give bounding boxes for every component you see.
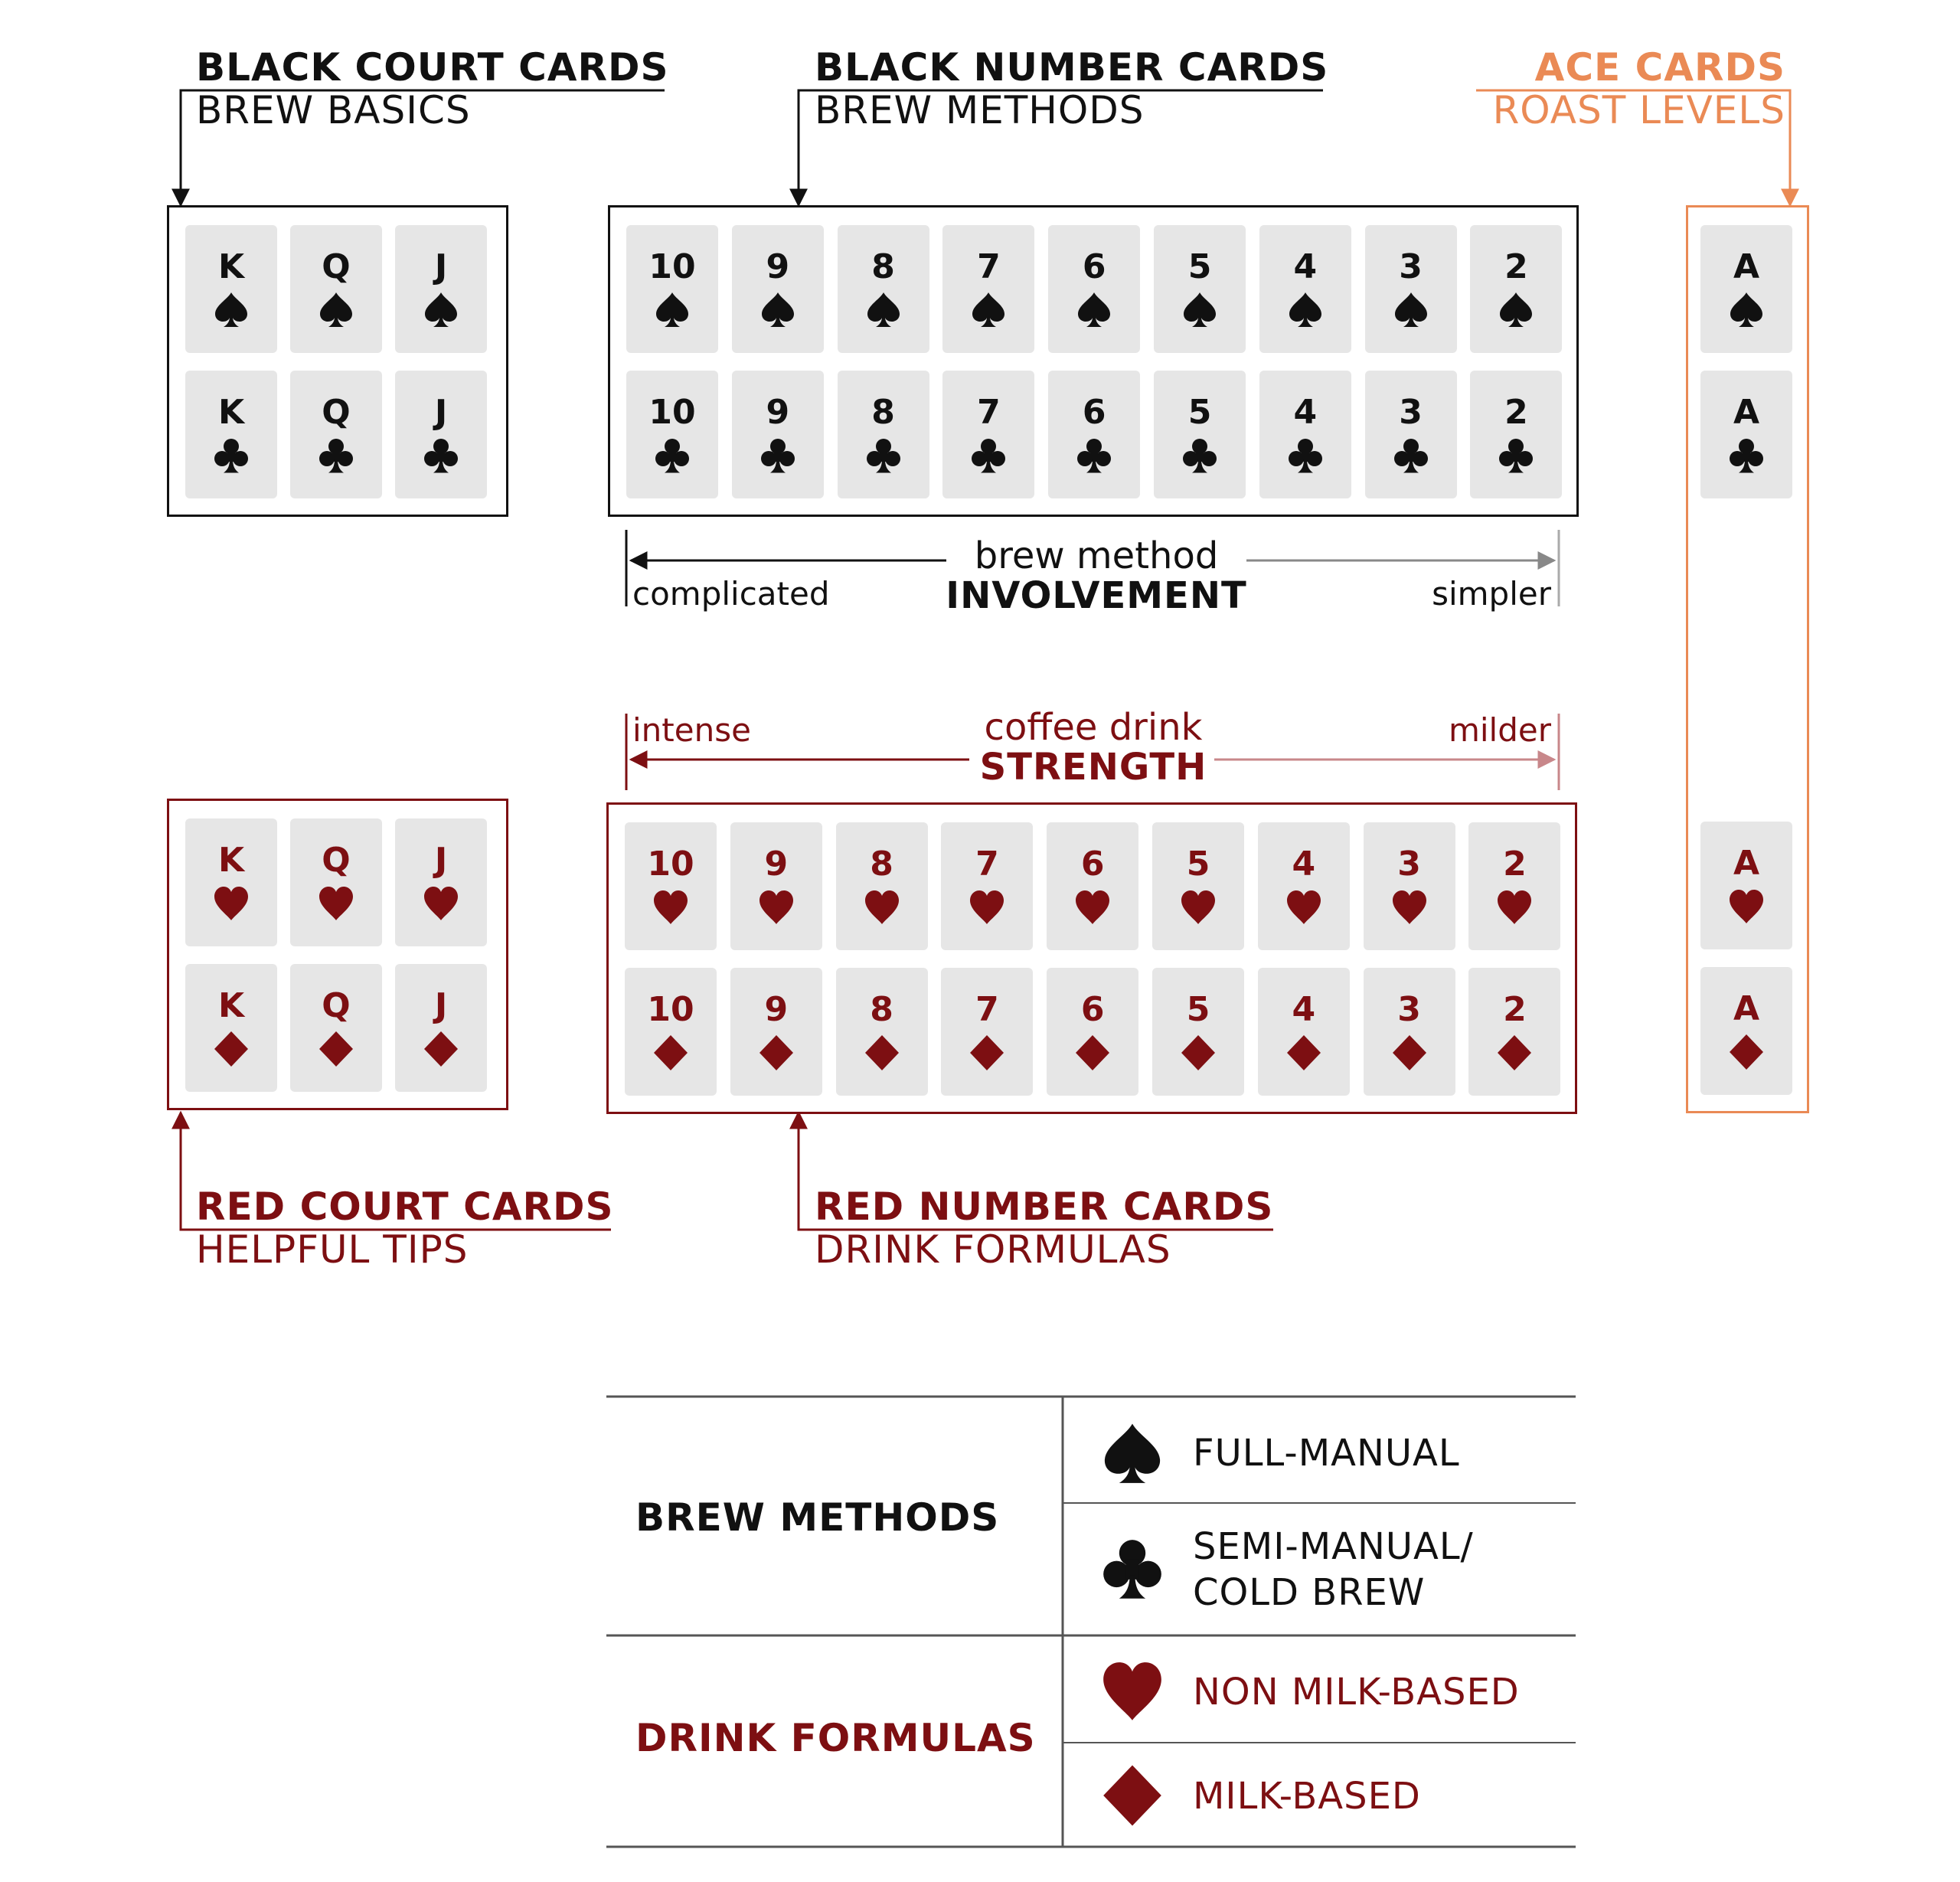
red-number-subtitle: DRINK FORMULAS xyxy=(815,1227,1171,1272)
legend-club-icon xyxy=(1099,1536,1165,1602)
club-icon xyxy=(317,436,355,475)
spade-icon xyxy=(422,291,460,329)
card-rank: 10 xyxy=(648,247,696,286)
card-rank: 2 xyxy=(1503,845,1527,884)
card-rank: 7 xyxy=(977,247,1001,286)
involvement-title-line1: brew method xyxy=(974,534,1219,577)
card-rank: 8 xyxy=(871,393,895,432)
diamond-icon xyxy=(652,1034,690,1072)
legend-club-label xyxy=(1193,1524,1474,1616)
card-rank: K xyxy=(217,247,245,286)
spade-icon xyxy=(653,291,691,329)
card-rank: 9 xyxy=(766,247,790,286)
spade-icon xyxy=(969,291,1008,329)
card-7-spade xyxy=(942,225,1034,353)
card-4-club xyxy=(1259,371,1351,498)
card-9-spade xyxy=(732,225,824,353)
diamond-icon xyxy=(1390,1034,1429,1072)
card-7-diamond xyxy=(941,968,1033,1096)
card-rank: 9 xyxy=(766,393,790,432)
heart-icon xyxy=(212,884,250,923)
card-q-club xyxy=(290,371,382,498)
black-court-box xyxy=(167,205,508,517)
card-5-spade xyxy=(1154,225,1246,353)
diamond-icon xyxy=(212,1030,250,1068)
black-number-subtitle: BREW METHODS xyxy=(815,88,1145,132)
black-court-subtitle: BREW BASICS xyxy=(196,88,471,132)
heart-icon xyxy=(422,884,460,923)
legend-heart-icon xyxy=(1099,1658,1165,1724)
card-9-club xyxy=(732,371,824,498)
diamond-icon xyxy=(422,1030,460,1068)
card-rank: K xyxy=(217,393,245,432)
card-rank: Q xyxy=(322,841,351,880)
club-icon xyxy=(969,436,1008,475)
card-6-diamond xyxy=(1047,968,1138,1096)
diamond-icon xyxy=(757,1034,795,1072)
red-number-caption xyxy=(815,1185,1273,1271)
card-3-spade xyxy=(1365,225,1457,353)
legend-diamond-icon xyxy=(1099,1763,1165,1828)
club-icon xyxy=(864,436,903,475)
involvement-title-line2-text: INVOLVEMENT xyxy=(946,574,1247,617)
card-rank: 4 xyxy=(1293,393,1318,432)
card-k-heart xyxy=(185,818,277,946)
diamond-icon xyxy=(1727,1033,1766,1071)
club-icon xyxy=(422,436,460,475)
card-rank: 7 xyxy=(977,393,1001,432)
heart-icon xyxy=(1727,887,1766,926)
card-rank: J xyxy=(434,247,448,286)
card-rank: 9 xyxy=(764,990,789,1029)
heart-icon xyxy=(1390,888,1429,926)
card-4-diamond xyxy=(1258,968,1350,1096)
diamond-icon xyxy=(1495,1034,1534,1072)
heart-icon xyxy=(1073,888,1112,926)
card-rank: A xyxy=(1733,844,1760,883)
spade-icon xyxy=(1392,291,1430,329)
diamond-icon xyxy=(863,1034,901,1072)
card-4-heart xyxy=(1258,822,1350,950)
card-rank: 3 xyxy=(1397,990,1421,1029)
card-10-heart xyxy=(625,822,717,950)
card-2-diamond xyxy=(1468,968,1560,1096)
club-icon xyxy=(1392,436,1430,475)
card-rank: 7 xyxy=(975,845,999,884)
card-rank: J xyxy=(434,393,448,432)
legend-spade-icon xyxy=(1099,1421,1165,1487)
card-a-spade xyxy=(1700,225,1792,353)
card-rank: J xyxy=(434,986,448,1025)
legend-club-label-line2: COLD BREW xyxy=(1193,1571,1426,1614)
card-rank: 3 xyxy=(1397,845,1421,884)
diamond-icon xyxy=(1285,1034,1323,1072)
card-8-heart xyxy=(836,822,928,950)
strength-title-line1: coffee drink xyxy=(984,706,1203,749)
club-icon xyxy=(759,436,797,475)
card-rank: 3 xyxy=(1399,393,1423,432)
legend-spade-label: FULL-MANUAL xyxy=(1193,1432,1460,1475)
heart-icon xyxy=(863,888,901,926)
heart-icon xyxy=(317,884,355,923)
ace-box xyxy=(1686,205,1809,1113)
card-rank: 5 xyxy=(1187,247,1212,286)
card-4-spade xyxy=(1259,225,1351,353)
card-10-club xyxy=(626,371,718,498)
card-rank: 2 xyxy=(1503,990,1527,1029)
card-3-heart xyxy=(1364,822,1455,950)
spade-icon xyxy=(864,291,903,329)
red-number-box xyxy=(606,802,1577,1114)
red-court-caption xyxy=(196,1185,614,1271)
card-rank: 2 xyxy=(1504,247,1528,286)
card-6-club xyxy=(1048,371,1140,498)
card-5-heart xyxy=(1152,822,1244,950)
card-rank: Q xyxy=(322,393,351,432)
card-rank: 2 xyxy=(1504,393,1528,432)
red-number-title: RED NUMBER CARDS xyxy=(815,1184,1274,1229)
card-a-club xyxy=(1700,371,1792,498)
card-rank: 7 xyxy=(975,990,999,1029)
club-icon xyxy=(653,436,691,475)
card-9-diamond xyxy=(730,968,822,1096)
strength-title-line2 xyxy=(939,747,1248,787)
card-rank: 6 xyxy=(1082,393,1106,432)
card-j-heart xyxy=(395,818,487,946)
spade-icon xyxy=(1075,291,1113,329)
card-rank: Q xyxy=(322,247,351,286)
strength-title-line2-text: STRENGTH xyxy=(979,746,1207,789)
card-9-heart xyxy=(730,822,822,950)
card-8-diamond xyxy=(836,968,928,1096)
strength-left-label: intense xyxy=(632,711,751,749)
card-j-spade xyxy=(395,225,487,353)
ace-subtitle: ROAST LEVELS xyxy=(1492,88,1785,132)
heart-icon xyxy=(1179,888,1217,926)
card-rank: 10 xyxy=(647,845,694,884)
club-icon xyxy=(1286,436,1325,475)
card-rank: 8 xyxy=(870,845,893,884)
card-5-diamond xyxy=(1152,968,1244,1096)
legend-diamond-label: MILK-BASED xyxy=(1193,1775,1421,1818)
card-rank: 6 xyxy=(1080,990,1105,1029)
card-10-diamond xyxy=(625,968,717,1096)
heart-icon xyxy=(968,888,1006,926)
card-3-diamond xyxy=(1364,968,1455,1096)
card-rank: 10 xyxy=(648,393,696,432)
red-court-box xyxy=(167,799,508,1110)
heart-icon xyxy=(1495,888,1534,926)
card-k-spade xyxy=(185,225,277,353)
card-rank: 9 xyxy=(764,845,789,884)
card-7-heart xyxy=(941,822,1033,950)
card-2-spade xyxy=(1470,225,1562,353)
card-rank: Q xyxy=(322,986,351,1025)
club-icon xyxy=(1727,436,1766,475)
spade-icon xyxy=(1286,291,1325,329)
card-rank: 4 xyxy=(1292,845,1316,884)
spade-icon xyxy=(1497,291,1535,329)
card-k-diamond xyxy=(185,964,277,1092)
spade-icon xyxy=(759,291,797,329)
black-number-title: BLACK NUMBER CARDS xyxy=(815,45,1329,90)
involvement-right-label: simpler xyxy=(1432,575,1551,613)
involvement-left-label: complicated xyxy=(632,575,830,613)
card-k-club xyxy=(185,371,277,498)
spade-icon xyxy=(1181,291,1219,329)
card-a-diamond xyxy=(1700,967,1792,1095)
card-rank: 5 xyxy=(1187,393,1212,432)
card-j-diamond xyxy=(395,964,487,1092)
involvement-title-line2 xyxy=(942,576,1251,616)
ace-caption xyxy=(1493,46,1785,132)
legend-heart-label: NON MILK-BASED xyxy=(1193,1671,1520,1714)
card-rank: A xyxy=(1733,989,1760,1028)
card-rank: 8 xyxy=(871,247,895,286)
heart-icon xyxy=(1285,888,1323,926)
diamond-icon xyxy=(1179,1034,1217,1072)
card-rank: 8 xyxy=(870,990,893,1029)
card-rank: A xyxy=(1733,247,1760,286)
black-court-caption xyxy=(196,46,669,132)
card-8-spade xyxy=(838,225,929,353)
club-icon xyxy=(1075,436,1113,475)
club-icon xyxy=(1181,436,1219,475)
card-8-club xyxy=(838,371,929,498)
spade-icon xyxy=(212,291,250,329)
card-rank: 5 xyxy=(1186,990,1210,1029)
legend-club-label-line1: SEMI-MANUAL/ xyxy=(1193,1525,1474,1568)
card-j-club xyxy=(395,371,487,498)
involvement-title xyxy=(942,536,1251,616)
card-6-spade xyxy=(1048,225,1140,353)
legend-brew-methods-heading: BREW METHODS xyxy=(635,1495,1000,1540)
card-2-heart xyxy=(1468,822,1560,950)
black-number-box xyxy=(608,205,1579,517)
card-a-heart xyxy=(1700,822,1792,949)
legend-drink-formulas-heading: DRINK FORMULAS xyxy=(635,1716,1036,1760)
heart-icon xyxy=(652,888,690,926)
strength-title xyxy=(939,707,1248,787)
card-rank: 4 xyxy=(1292,990,1316,1029)
card-rank: 10 xyxy=(647,990,694,1029)
diamond-icon xyxy=(968,1034,1006,1072)
strength-right-label: milder xyxy=(1448,711,1551,749)
card-q-diamond xyxy=(290,964,382,1092)
card-rank: A xyxy=(1733,393,1760,432)
card-rank: 6 xyxy=(1082,247,1106,286)
card-rank: K xyxy=(217,986,245,1025)
spade-icon xyxy=(317,291,355,329)
black-court-title: BLACK COURT CARDS xyxy=(196,45,669,90)
card-6-heart xyxy=(1047,822,1138,950)
card-3-club xyxy=(1365,371,1457,498)
club-icon xyxy=(212,436,250,475)
card-2-club xyxy=(1470,371,1562,498)
card-rank: 4 xyxy=(1293,247,1318,286)
club-icon xyxy=(1497,436,1535,475)
red-court-subtitle: HELPFUL TIPS xyxy=(196,1227,469,1272)
black-number-caption xyxy=(815,46,1328,132)
card-10-spade xyxy=(626,225,718,353)
card-rank: K xyxy=(217,841,245,880)
card-rank: 6 xyxy=(1080,845,1105,884)
card-rank: 5 xyxy=(1186,845,1210,884)
ace-title: ACE CARDS xyxy=(1534,45,1785,90)
card-5-club xyxy=(1154,371,1246,498)
red-court-title: RED COURT CARDS xyxy=(196,1184,614,1229)
card-rank: J xyxy=(434,841,448,880)
card-7-club xyxy=(942,371,1034,498)
diamond-icon xyxy=(1073,1034,1112,1072)
card-q-heart xyxy=(290,818,382,946)
card-rank: 3 xyxy=(1399,247,1423,286)
heart-icon xyxy=(757,888,795,926)
spade-icon xyxy=(1727,291,1766,329)
diamond-icon xyxy=(317,1030,355,1068)
card-q-spade xyxy=(290,225,382,353)
